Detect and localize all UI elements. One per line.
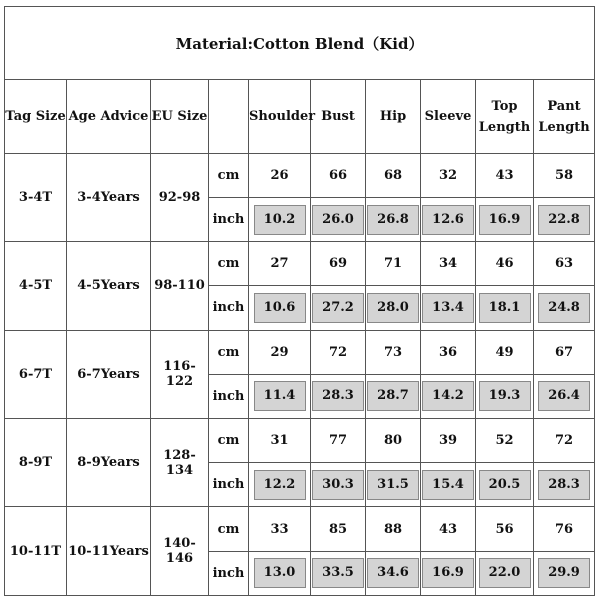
measurement-cell: 85 [311,507,366,551]
measurement-cell [366,374,421,418]
measurement-cell [534,374,595,418]
measurement-cell: 36 [421,330,476,374]
measurement-cell: 72 [534,419,595,463]
header-tag-size: Tag Size [5,80,67,153]
eu-size-cell: 98-110 [151,242,209,330]
measurement-cell [534,286,595,330]
inch-value: 33.5 [312,558,364,588]
inch-value: 30.3 [312,470,364,500]
inch-value: 20.5 [479,470,531,500]
measurement-cell: 33 [249,507,311,551]
header-shoulder: Shoulder [249,80,311,153]
measurement-cell [366,197,421,241]
measurement-cell: 77 [311,419,366,463]
table-row [5,330,595,374]
unit-label: cm [209,507,249,551]
measurement-cell [249,463,311,507]
eu-size-cell: 128-134 [151,419,209,507]
inch-value: 11.4 [254,381,306,411]
inch-value: 13.0 [254,558,306,588]
measurement-cell: 71 [366,242,421,286]
header-eu-size: EU Size [151,80,209,153]
eu-size-cell: 92-98 [151,153,209,241]
table-row [5,153,595,197]
measurement-cell: 31 [249,419,311,463]
tag-size-cell: 4-5T [5,242,67,330]
inch-value: 29.9 [538,558,590,588]
tag-size-cell: 10-11T [5,507,67,596]
measurement-cell [476,463,534,507]
measurement-cell: 67 [534,330,595,374]
measurement-cell [421,551,476,595]
inch-value: 19.3 [479,381,531,411]
header-row [5,80,595,153]
measurement-cell [476,197,534,241]
inch-value: 15.4 [422,470,474,500]
table-row [5,419,595,463]
tag-size-cell: 8-9T [5,419,67,507]
inch-value: 18.1 [479,293,531,323]
inch-value: 28.3 [538,470,590,500]
inch-value: 16.9 [422,558,474,588]
measurement-cell [534,197,595,241]
measurement-cell [421,286,476,330]
measurement-cell [311,286,366,330]
measurement-cell: 58 [534,153,595,197]
inch-value: 14.2 [422,381,474,411]
measurement-cell: 49 [476,330,534,374]
measurement-cell: 43 [421,507,476,551]
age-advice-cell: 10-11Years [67,507,151,596]
measurement-cell [249,197,311,241]
measurement-cell [311,551,366,595]
inch-value: 13.4 [422,293,474,323]
measurement-cell: 56 [476,507,534,551]
measurement-cell: 32 [421,153,476,197]
unit-label: inch [209,286,249,330]
measurement-cell: 88 [366,507,421,551]
eu-size-cell: 140-146 [151,507,209,596]
measurement-cell: 39 [421,419,476,463]
inch-value: 26.0 [312,205,364,235]
inch-value: 24.8 [538,293,590,323]
measurement-cell: 46 [476,242,534,286]
inch-value: 12.6 [422,205,474,235]
measurement-cell [249,374,311,418]
header-age-advice: Age Advice [67,80,151,153]
measurement-cell [249,286,311,330]
inch-value: 10.2 [254,205,306,235]
measurement-cell [249,551,311,595]
measurement-cell: 63 [534,242,595,286]
measurement-cell [311,374,366,418]
age-advice-cell: 4-5Years [67,242,151,330]
inch-value: 31.5 [367,470,419,500]
age-advice-cell: 8-9Years [67,419,151,507]
measurement-cell: 72 [311,330,366,374]
unit-label: cm [209,419,249,463]
inch-value: 28.7 [367,381,419,411]
measurement-cell [366,286,421,330]
tag-size-cell: 6-7T [5,330,67,418]
measurement-cell: 34 [421,242,476,286]
inch-value: 27.2 [312,293,364,323]
measurement-cell [311,463,366,507]
measurement-cell [476,374,534,418]
measurement-cell [421,197,476,241]
age-advice-cell: 6-7Years [67,330,151,418]
measurement-cell [476,551,534,595]
inch-value: 10.6 [254,293,306,323]
unit-label: inch [209,463,249,507]
unit-label: inch [209,374,249,418]
measurement-cell [534,463,595,507]
header-sleeve: Sleeve [421,80,476,153]
measurement-cell [311,197,366,241]
unit-label: inch [209,551,249,595]
header-top-length: Top Length [476,80,534,153]
measurement-cell [421,463,476,507]
measurement-cell [476,286,534,330]
header-unit [209,80,249,153]
tag-size-cell: 3-4T [5,153,67,241]
measurement-cell [366,551,421,595]
measurement-cell: 66 [311,153,366,197]
inch-value: 26.8 [367,205,419,235]
measurement-cell: 69 [311,242,366,286]
unit-label: inch [209,197,249,241]
unit-label: cm [209,153,249,197]
chart-title: Material:Cotton Blend（Kid） [5,7,595,80]
inch-value: 28.3 [312,381,364,411]
header-hip: Hip [366,80,421,153]
measurement-cell: 43 [476,153,534,197]
measurement-cell: 80 [366,419,421,463]
measurement-cell: 26 [249,153,311,197]
measurement-cell: 52 [476,419,534,463]
inch-value: 16.9 [479,205,531,235]
measurement-cell: 73 [366,330,421,374]
size-chart-table [4,6,595,596]
inch-value: 34.6 [367,558,419,588]
eu-size-cell: 116-122 [151,330,209,418]
header-pant-length: Pant Length [534,80,595,153]
table-row [5,507,595,551]
measurement-cell [534,551,595,595]
measurement-cell: 68 [366,153,421,197]
inch-value: 28.0 [367,293,419,323]
table-row [5,242,595,286]
inch-value: 22.8 [538,205,590,235]
measurement-cell: 29 [249,330,311,374]
inch-value: 26.4 [538,381,590,411]
header-bust: Bust [311,80,366,153]
inch-value: 22.0 [479,558,531,588]
inch-value: 12.2 [254,470,306,500]
measurement-cell [421,374,476,418]
measurement-cell: 27 [249,242,311,286]
age-advice-cell: 3-4Years [67,153,151,241]
measurement-cell: 76 [534,507,595,551]
measurement-cell [366,463,421,507]
unit-label: cm [209,330,249,374]
unit-label: cm [209,242,249,286]
